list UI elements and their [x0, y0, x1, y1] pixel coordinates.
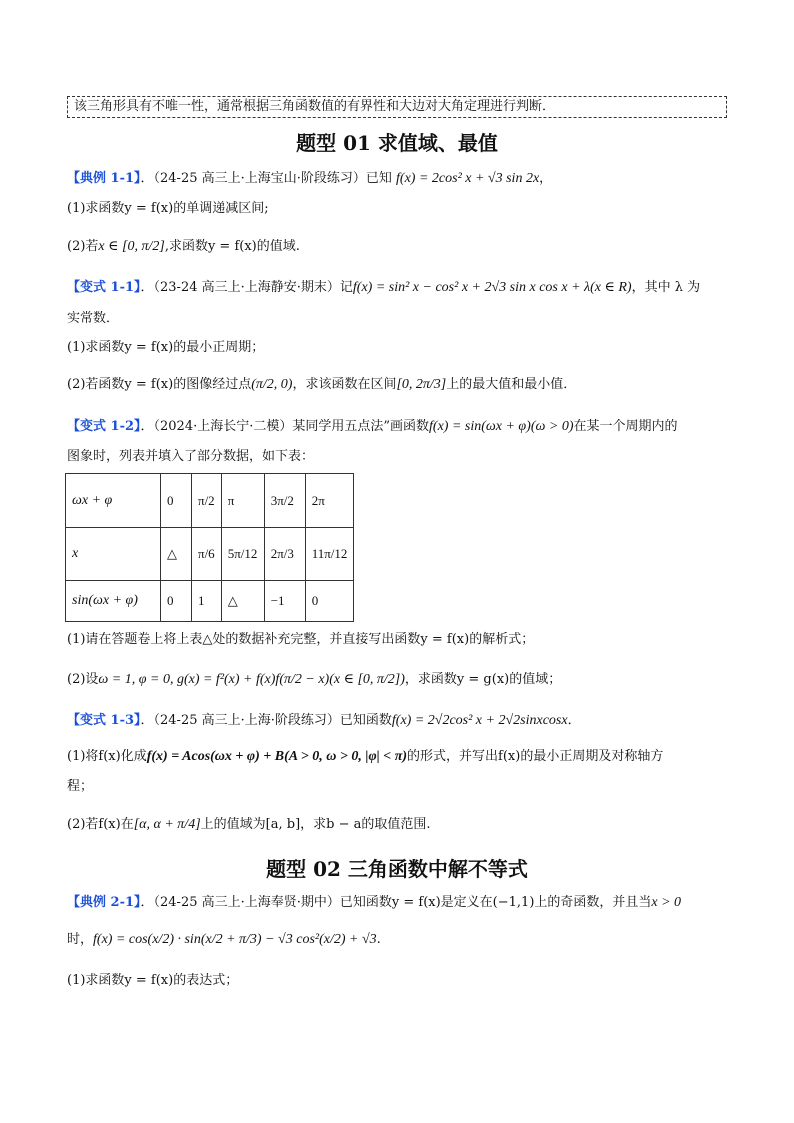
target-form: f(x) = Acos(ωx + φ) + B(A > 0, ω > 0, |φ| < π)	[146, 749, 408, 764]
table-cell: ωx + φ	[66, 474, 161, 528]
example-tag: 【典例 2-1】	[67, 895, 141, 910]
question-text: 的形式，并写出f(x)的最小正周期及对称轴方	[407, 749, 664, 764]
example-text: 时，	[67, 932, 94, 947]
variant-formula: f(x) = sin² x − cos² x + 2√3 sin x cos x + λ(x ∈ R)	[352, 280, 632, 295]
variant-tag: 【变式 1-3】	[67, 713, 141, 728]
question-2	[67, 238, 727, 256]
table-cell: sin(ωx + φ)	[66, 581, 161, 622]
question-text: (2)若f(x)在	[67, 817, 134, 832]
question-1: (1)求函数y = f(x)的最小正周期；	[67, 340, 265, 355]
table-cell: △	[221, 581, 264, 622]
table-cell: 2π/3	[264, 528, 305, 581]
question-text: ，求该函数在区间	[292, 377, 397, 392]
table-cell: △	[161, 528, 192, 581]
example-source: ．（24-25 高三上·上海宝山·阶段练习）已知	[140, 171, 392, 186]
punctuation: ．	[567, 713, 581, 728]
variant-line-2: 实常数．	[67, 311, 120, 326]
g-formula: ω = 1, φ = 0, g(x) = f²(x) + f(x)f(π/2 − x)(x ∈ [0, π/2])	[98, 672, 405, 687]
question-1: (1)请在答题卷上将上表△处的数据补充完整，并直接写出函数y = f(x)的解析式；	[67, 632, 535, 647]
table-cell: 3π/2	[264, 474, 305, 528]
point-formula: (π/2, 0)	[251, 377, 293, 392]
table-row	[66, 474, 354, 528]
question-1	[67, 748, 727, 766]
table-row	[66, 581, 354, 622]
variant-tail: ，其中 λ 为	[631, 280, 701, 295]
variant-formula: f(x) = 2√2cos² x + 2√2sinxcosx	[391, 713, 568, 728]
table-cell: 2π	[305, 474, 354, 528]
question-text: 上的值域为[a, b]，求b − a的取值范围.	[200, 817, 431, 832]
example-tag: 【典例 1-1】	[67, 171, 141, 186]
condition: x > 0	[651, 895, 682, 910]
table-cell: 11π/12	[305, 528, 354, 581]
table-row	[66, 528, 354, 581]
table-cell: π/6	[192, 528, 222, 581]
question-1: (1)求函数y = f(x)的单调递减区间;	[67, 201, 269, 216]
variant-line-2: 图象时，列表并填入了部分数据，如下表：	[67, 449, 315, 464]
table-cell: π	[221, 474, 264, 528]
table-cell: 1	[192, 581, 222, 622]
question-1: (1)求函数y = f(x)的表达式；	[67, 973, 239, 988]
interval-formula: [0, 2π/3]	[396, 377, 447, 392]
example-2-1	[67, 894, 727, 912]
variant-source: ．（24-25 高三上·上海·阶段练习）已知函数	[140, 713, 392, 728]
table-cell: π/2	[192, 474, 222, 528]
variant-1-2	[67, 418, 727, 436]
table-cell: 0	[161, 581, 192, 622]
example-formula: f(x) = 2cos² x + √3 sin 2x	[396, 171, 540, 186]
question-text: ,求函数y = f(x)的值域.	[164, 239, 300, 254]
table-cell: 5π/12	[221, 528, 264, 581]
variant-1-3	[67, 712, 727, 730]
variant-source: ．（23-24 高三上·上海静安·期末）记	[140, 280, 353, 295]
question-text: (1)将f(x)化成	[67, 749, 147, 764]
interval-formula: x ∈ [0, π/2]	[98, 239, 165, 254]
example-formula: f(x) = cos(x/2) · sin(x/2 + π/3) − √3 cos²(x/2) + √3	[93, 932, 377, 947]
question-2	[67, 816, 727, 834]
question-1-cont: 程；	[67, 779, 94, 794]
variant-tail: 在某一个周期内的	[573, 419, 678, 434]
table-cell: 0	[161, 474, 192, 528]
question-2	[67, 671, 727, 689]
question-text: (2)设	[67, 672, 99, 687]
question-text: (2)若	[67, 239, 99, 254]
punctuation: ，	[539, 171, 553, 186]
note-text: 该三角形具有不唯一性，通常根据三角函数值的有界性和大边对大角定理进行判断．	[74, 99, 556, 114]
table-cell: 0	[305, 581, 354, 622]
section-title-1: 题型 01 求值域、最值	[296, 131, 498, 155]
question-text: ，求函数y = g(x)的值域；	[404, 672, 562, 687]
question-text: (2)若函数y = f(x)的图像经过点	[67, 377, 252, 392]
question-2	[67, 376, 727, 394]
table-cell: −1	[264, 581, 305, 622]
question-text: 上的最大值和最小值．	[446, 377, 577, 392]
interval-formula: [α, α + π/4]	[133, 817, 201, 832]
note-box	[67, 96, 727, 118]
variant-formula: f(x) = sin(ωx + φ)(ω > 0)	[429, 419, 574, 434]
example-line-2	[67, 931, 727, 949]
example-source: ．（24-25 高三上·上海奉贤·期中）已知函数y = f(x)是定义在(−1,1)上的奇函数，并且当	[140, 895, 652, 910]
variant-tag: 【变式 1-2】	[67, 419, 141, 434]
section-title-2: 题型 02 三角函数中解不等式	[266, 857, 528, 881]
variant-tag: 【变式 1-1】	[67, 280, 141, 295]
punctuation: .	[376, 932, 381, 947]
five-point-table	[65, 473, 354, 622]
variant-1-1	[67, 279, 727, 297]
example-1-1	[67, 170, 727, 188]
variant-source: ．（2024·上海长宁·二模）某同学用五点法”画函数	[140, 419, 430, 434]
table-cell: x	[66, 528, 161, 581]
